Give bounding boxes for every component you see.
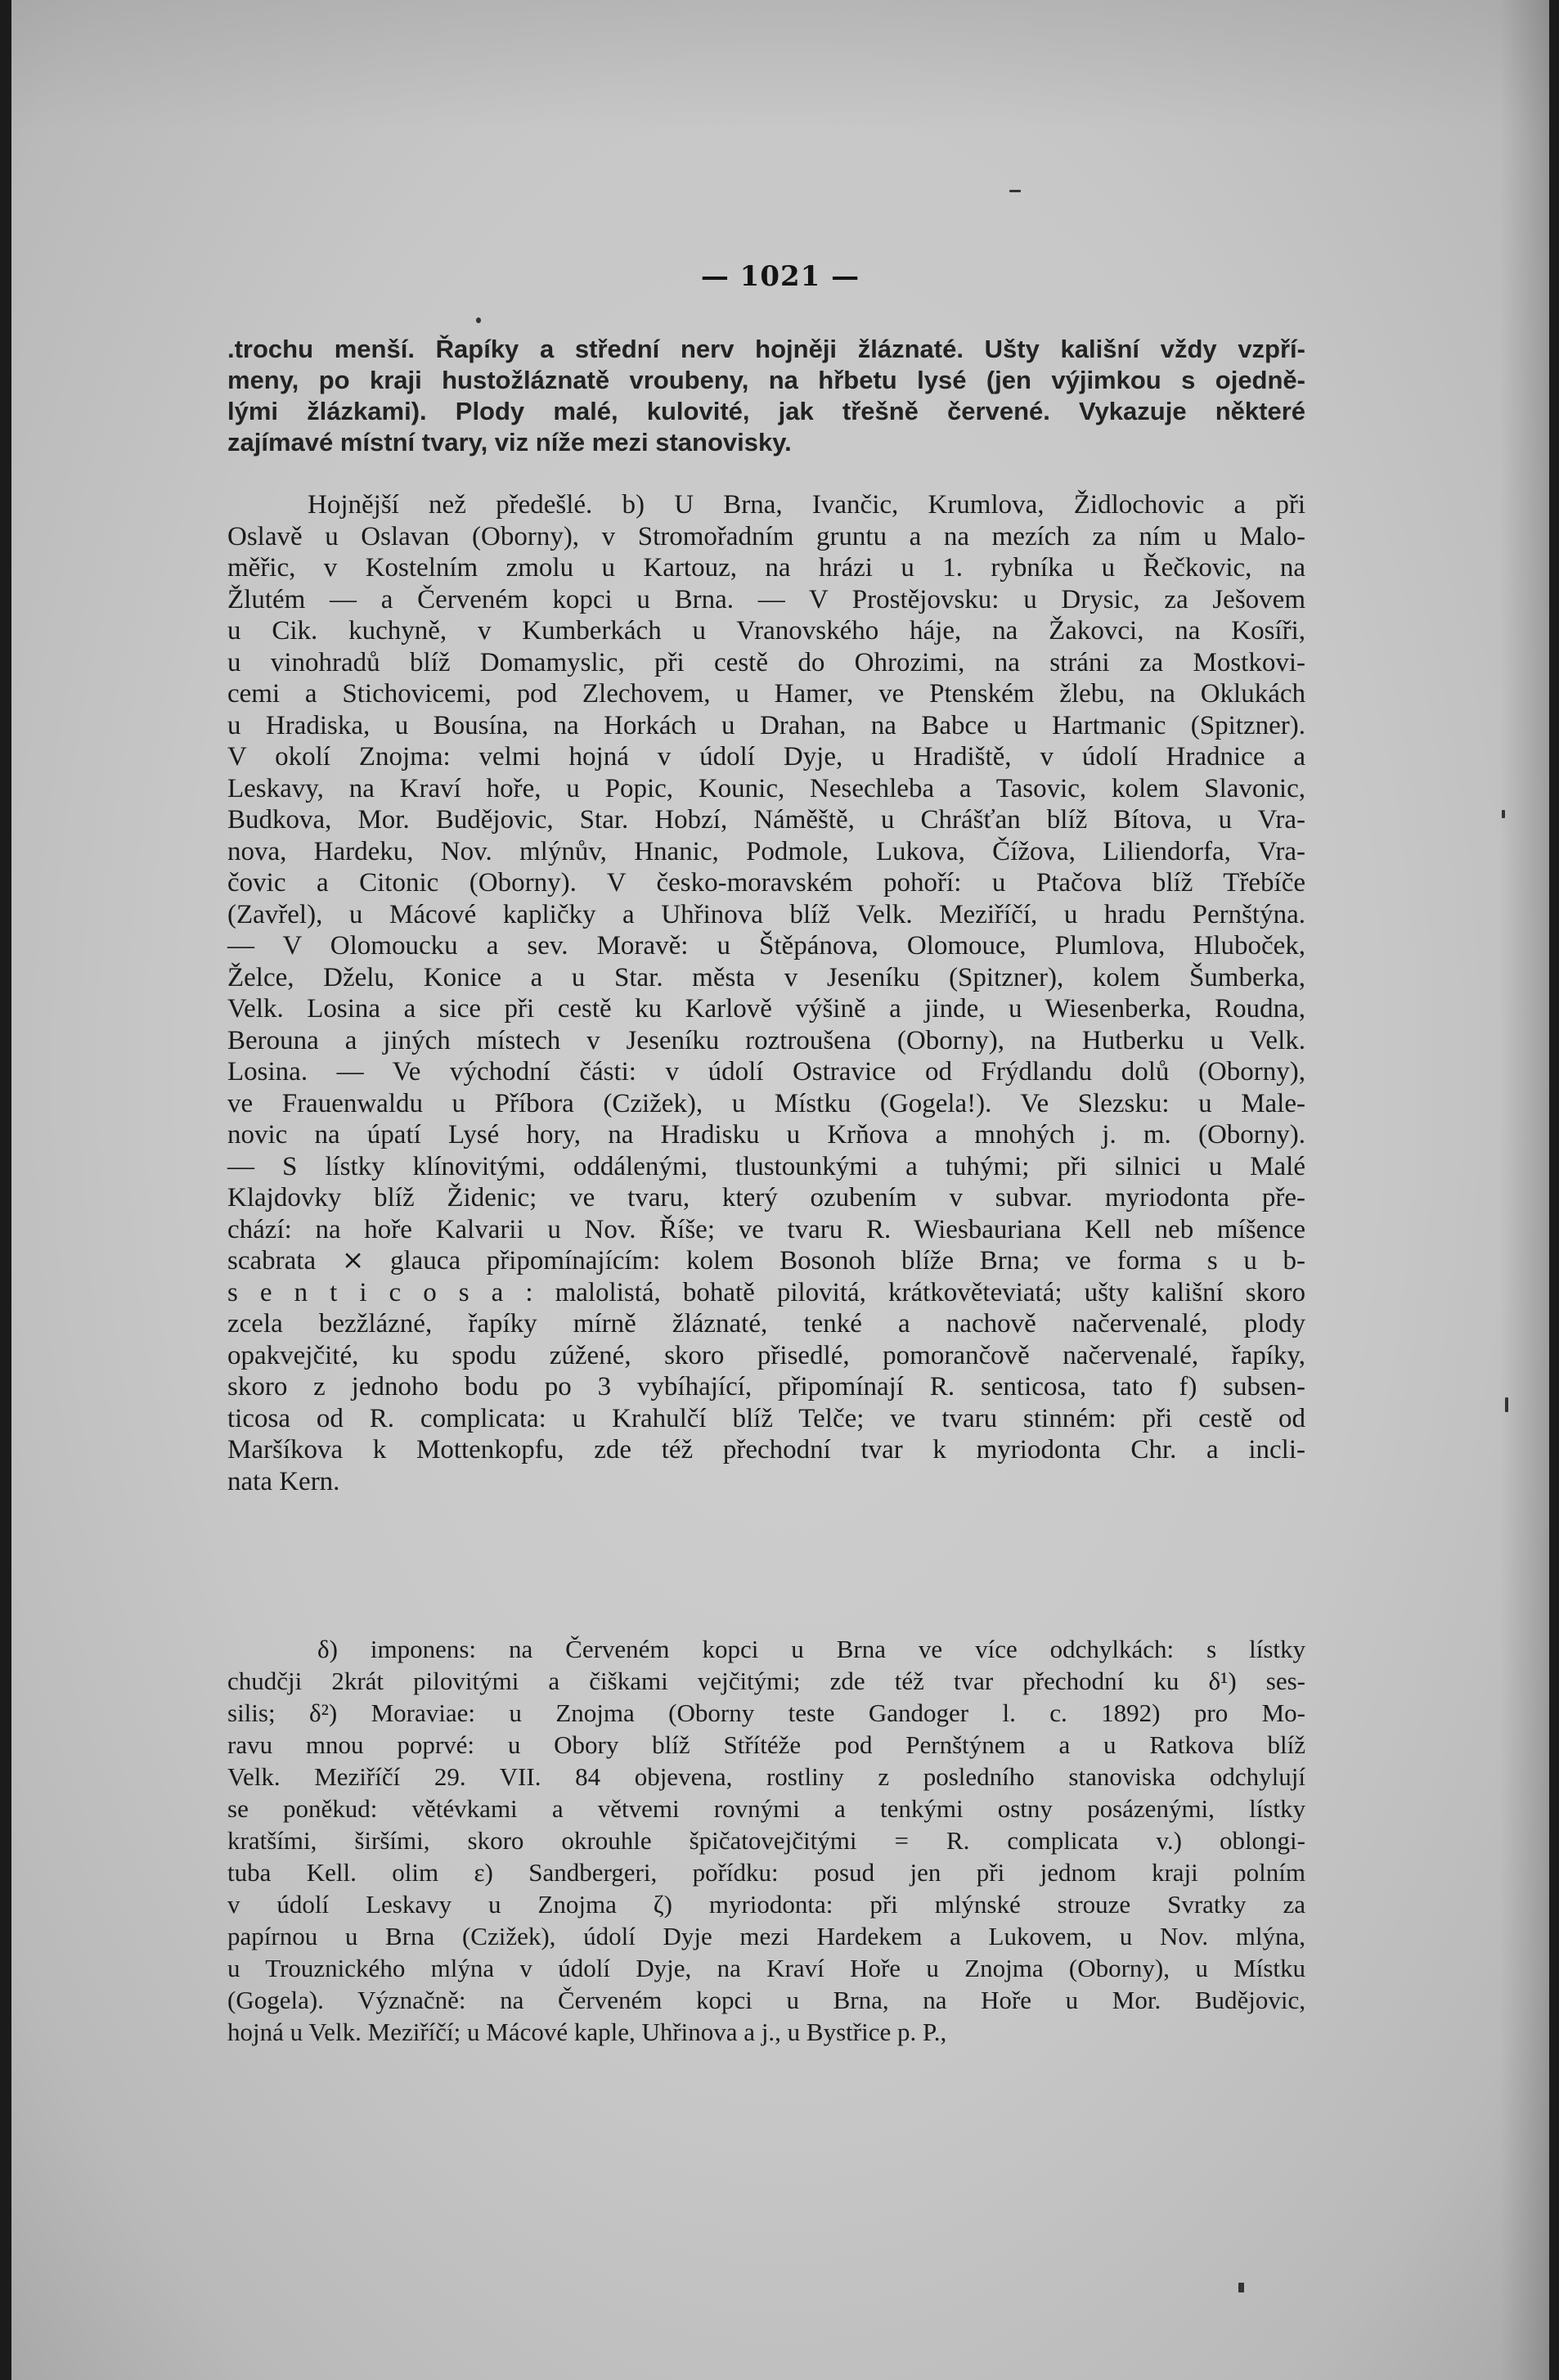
text-line: Žlutém — a Červeném kopci u Brna. — V Prostějovsku: u Drysic, za Ješovem (227, 584, 1305, 614)
text-line: Leskavy, na Kraví hoře, u Popic, Kounic, Nesechleba a Tasovic, kolem Slavonic, (227, 773, 1305, 803)
text-line: u Trouznického mlýna v údolí Dyje, na Kraví Hoře u Znojma (Oborny), u Místku (227, 1954, 1305, 1982)
text-line: Želce, Dželu, Konice a u Star. města v Jeseníku (Spitzner), kolem Šumberka, (227, 962, 1305, 992)
text-line: .trochu menší. Řapíky a střední nerv hojněji žláznaté. Ušty kališní vždy vzpří- (227, 335, 1305, 363)
text-line: — S lístky klínovitými, oddálenými, tlustounkými a tuhými; při silnici u Malé (227, 1151, 1305, 1181)
text-line: cemi a Stichovicemi, pod Zlechovem, u Hamer, ve Ptenském žlebu, na Oklukách (227, 679, 1305, 709)
text-line: u vinohradů blíž Domamyslic, při cestě do Ohrozimi, na stráni za Mostkovi- (227, 647, 1305, 677)
text-line: ravu mnou poprvé: u Obory blíž Střítéže pod Pernštýnem a u Ratkova blíž (227, 1730, 1305, 1759)
text-line: (Gogela). Význačně: na Červeném kopci u Brna, na Hoře u Mor. Budějovic, (227, 1986, 1305, 2014)
text-line: Klajdovky blíž Židenic; ve tvaru, který ozubením v subvar. myriodonta pře- (227, 1183, 1305, 1212)
text-line: Velk. Losina a sice při cestě ku Karlově výšině a jinde, u Wiesenberka, Roudna, (227, 994, 1305, 1024)
text-line: novic na úpatí Lysé hory, na Hradisku u Krňova a mnohých j. m. (Oborny). (227, 1120, 1305, 1150)
text-line: hojná u Velk. Meziříčí; u Mácové kaple, Uhřinova a j., u Bystřice p. P., (227, 2018, 947, 2046)
text-line: kratšími, širšími, skoro okrouhle špičatovejčitými = R. complicata v.) oblongi- (227, 1826, 1305, 1855)
page-shading-top (11, 0, 1549, 131)
page-shading-right (1500, 0, 1549, 2380)
text-line: (Zavřel), u Mácové kapličky a Uhřinova blíž Velk. Meziříčí, u hradu Pernštýna. (227, 899, 1305, 929)
text-line: chudčji 2krát pilovitými a čiškami vejčitými; zde též tvar přechodní ku δ¹) ses- (227, 1667, 1305, 1695)
paragraph-description (227, 334, 1305, 458)
scan-speck (476, 317, 481, 323)
scanned-page (11, 0, 1549, 2380)
text-line: ticosa od R. complicata: u Krahulčí blíž Telče; ve tvaru stinném: při cestě od (227, 1403, 1305, 1433)
text-line: s e n t i c o s a : malolistá, bohatě pilovitá, krátkověteviatá; ušty kališní skoro (227, 1277, 1305, 1307)
paragraph-varieties (227, 1633, 1305, 2048)
text-line: meny, po kraji hustožláznatě vroubeny, na hřbetu lysé (jen výjimkou s ojedně- (227, 366, 1305, 394)
text-line: ve Frauenwaldu u Příbora (Czižek), u Místku (Gogela!). Ve Slezsku: u Male- (227, 1088, 1305, 1118)
text-line: Berouna a jiných místech v Jeseníku roztroušena (Oborny), na Hutberku u Velk. (227, 1025, 1305, 1055)
text-line: V okolí Znojma: velmi hojná v údolí Dyje, u Hradiště, v údolí Hradnice a (227, 742, 1305, 772)
text-line: Oslavě u Oslavan (Oborny), v Stromořadním gruntu a na mezích za ním u Malo- (227, 521, 1305, 551)
text-line: lými žlázkami). Plody malé, kulovité, jak třešně červené. Vykazuje některé (227, 397, 1305, 425)
scan-speck (1505, 1397, 1508, 1412)
text-line: — V Olomoucku a sev. Moravě: u Štěpánova, Olomouce, Plumlova, Hluboček, (227, 931, 1305, 961)
text-line: se poněkud: větévkami a větvemi rovnými a tenkými ostny posázenými, lístky (227, 1794, 1305, 1823)
text-line: měřic, v Kostelním zmolu u Kartouz, na hrázi u 1. rybníka u Řečkovic, na (227, 553, 1305, 583)
text-line: zajímavé místní tvary, viz níže mezi stanovisky. (227, 428, 792, 457)
text-line: scabrata ⨯ glauca připomínajícím: kolem Bosonoh blíže Brna; ve forma s u b- (227, 1246, 1305, 1275)
text-line: Budkova, Mor. Budějovic, Star. Hobzí, Náměště, u Chrášťan blíž Bítova, u Vra- (227, 805, 1305, 835)
page-number: — 1021 — (700, 260, 860, 293)
text-line: silis; δ²) Moraviae: u Znojma (Oborny teste Gandoger l. c. 1892) pro Mo- (227, 1698, 1305, 1727)
paragraph-localities (227, 489, 1305, 1497)
text-line: Maršíkova k Mottenkopfu, zde též přechodní tvar k myriodonta Chr. a incli- (227, 1435, 1305, 1464)
text-line: v údolí Leskavy u Znojma ζ) myriodonta: při mlýnské strouze Svratky za (227, 1890, 1305, 1919)
text-line: tuba Kell. olim ε) Sandbergeri, pořídku: posud jen při jednom kraji polním (227, 1858, 1305, 1887)
text-line: papírnou u Brna (Czižek), údolí Dyje mezi Hardekem a Lukovem, u Nov. mlýna, (227, 1922, 1305, 1950)
text-line: zcela bezžlázné, řapíky mírně žláznaté, tenké a nachově načervenalé, plody (227, 1309, 1305, 1338)
scan-speck (1009, 190, 1021, 192)
text-line: u Hradiska, u Bousína, na Horkách u Drahan, na Babce u Hartmanic (Spitzner). (227, 710, 1305, 740)
text-line: δ) imponens: na Červeném kopci u Brna ve více odchylkách: s lístky (317, 1635, 1305, 1663)
text-line: chází: na hoře Kalvarii u Nov. Říše; ve tvaru R. Wiesbauriana Kell neb míšence (227, 1214, 1305, 1244)
text-line: u Cik. kuchyně, v Kumberkách u Vranovského háje, na Žakovci, na Kosíři, (227, 616, 1305, 646)
text-line: Hojnější než předešlé. b) U Brna, Ivančic, Krumlova, Židlochovic a při (308, 490, 1305, 520)
text-line: Losina. — Ve východní části: v údolí Ostravice od Frýdlandu dolů (Oborny), (227, 1057, 1305, 1087)
text-line: opakvejčité, ku spodu zúžené, skoro přisedlé, pomorančově načervenalé, řapíky, (227, 1340, 1305, 1370)
text-line: čovic a Citonic (Oborny). V česko-moravském pohoří: u Ptačova blíž Třebíče (227, 868, 1305, 898)
text-line: nova, Hardeku, Nov. mlýnův, Hnanic, Podmole, Lukova, Čížova, Liliendorfa, Vra- (227, 836, 1305, 866)
text-line: nata Kern. (227, 1466, 340, 1496)
text-line: Velk. Meziříčí 29. VII. 84 objevena, rostliny z posledního stanoviska odchylují (227, 1762, 1305, 1791)
scan-speck (1502, 810, 1505, 818)
scan-speck (1238, 2283, 1244, 2292)
text-line: skoro z jednoho bodu po 3 vybíhající, připomínají R. senticosa, tato f) subsen- (227, 1372, 1305, 1401)
